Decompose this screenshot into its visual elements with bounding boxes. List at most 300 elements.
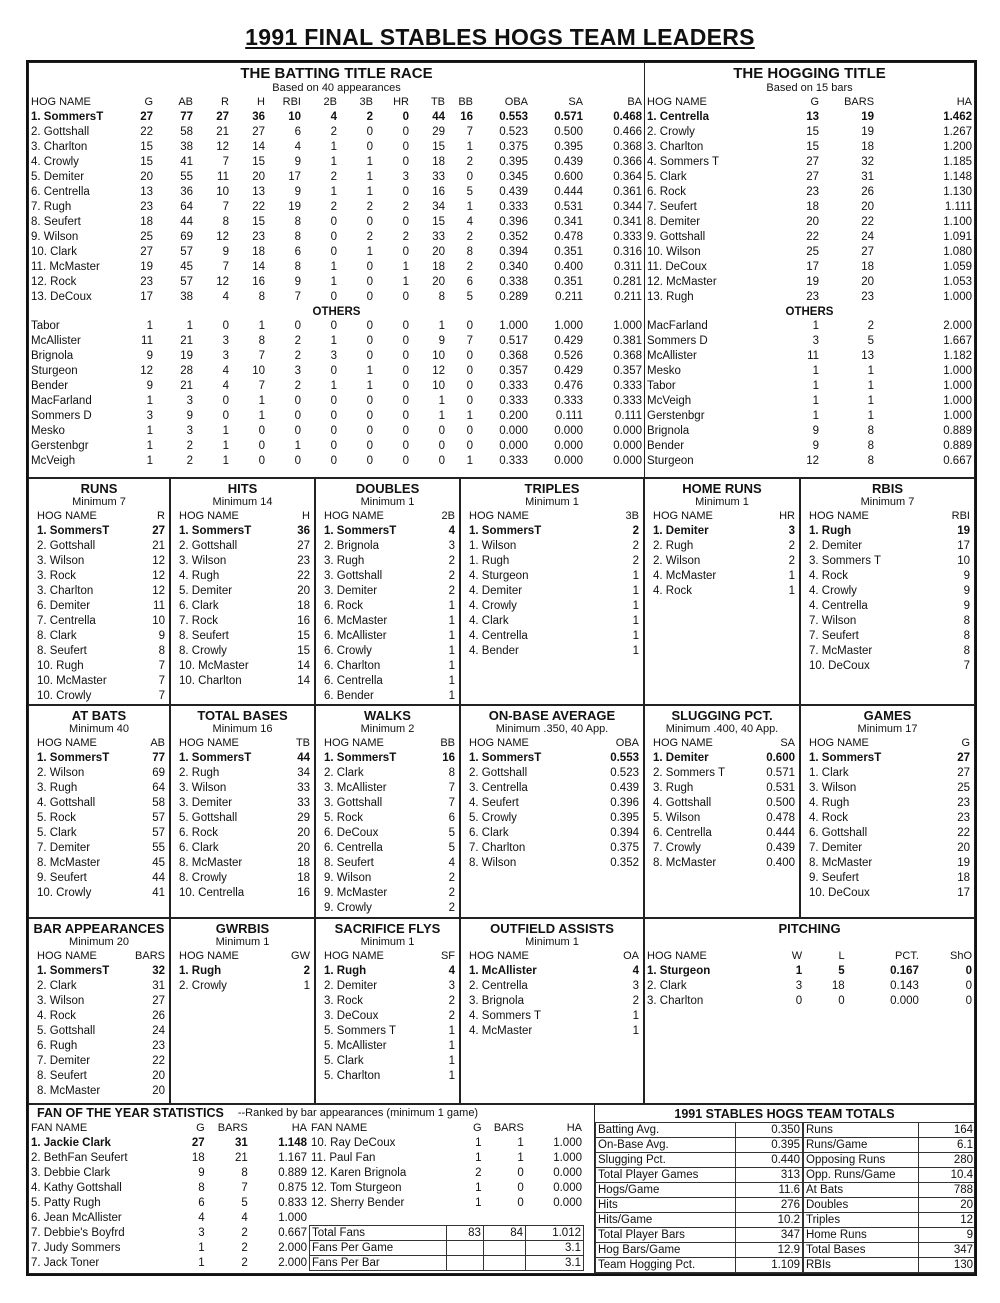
value-cell: 0.000	[553, 1197, 582, 1209]
value-cell: 2	[448, 555, 455, 567]
table-row	[467, 524, 641, 539]
table-row	[29, 424, 644, 439]
value-cell: 5	[448, 842, 455, 854]
name-cell: Home Runs	[804, 1228, 919, 1243]
leader-title: TRIPLES	[524, 481, 580, 496]
name-cell: Doubles	[804, 1198, 919, 1213]
table-row	[322, 994, 457, 1009]
name-cell: 1. Rugh	[469, 555, 510, 567]
value-cell: 32	[861, 156, 875, 168]
table-row	[35, 964, 167, 979]
value-cell: 2	[330, 171, 337, 183]
value-cell: 1	[146, 455, 153, 467]
value-cell: 23	[140, 201, 153, 213]
value-cell: 21	[216, 126, 229, 138]
value-cell: 22	[861, 216, 875, 228]
value-cell: 1	[448, 1070, 455, 1082]
value-cell: 69	[152, 767, 165, 779]
name-cell: 2. Clark	[324, 767, 364, 779]
value-cell: 14	[252, 141, 265, 153]
fan-totals	[309, 1225, 584, 1271]
value-cell: 1	[466, 201, 473, 213]
table-row	[804, 1258, 976, 1273]
value-cell: 2	[867, 320, 875, 332]
value-cell: 1	[258, 410, 265, 422]
name-cell: Total Player Games	[596, 1168, 736, 1183]
value-cell: 77	[180, 111, 193, 123]
value-cell: 20	[252, 171, 265, 183]
table-row	[807, 841, 972, 856]
value-cell: 15	[806, 141, 820, 153]
value-cell: 0.333	[499, 201, 528, 213]
name-cell: 3. Rugh	[653, 782, 694, 794]
value-cell: 0.478	[766, 812, 795, 824]
value-cell: 1	[330, 141, 337, 153]
value-cell: 23	[252, 231, 265, 243]
name-cell: 4. Gottshall	[37, 797, 96, 809]
table-row	[29, 439, 644, 454]
value-cell: 0	[965, 995, 972, 1007]
column-header: HA	[956, 96, 972, 108]
value-cell: 0.833	[278, 1197, 307, 1209]
value-cell: 9	[294, 276, 301, 288]
value-cell: 0	[330, 320, 337, 332]
leader-minimum: Minimum 17	[857, 723, 918, 735]
value-cell: 1	[366, 156, 373, 168]
leader-table	[322, 736, 457, 916]
value-cell: 2	[294, 350, 301, 362]
value-cell: 0.395	[736, 1138, 803, 1153]
value-cell: 13	[806, 111, 820, 123]
name-cell: 6. Rock	[324, 600, 363, 612]
leader-table	[467, 949, 641, 1039]
name-cell: 10. Charlton	[179, 675, 242, 687]
column-header: HOG NAME	[653, 737, 713, 749]
table-row	[645, 185, 974, 200]
table-row	[29, 125, 644, 140]
value-cell: 4	[448, 525, 455, 537]
table-row	[322, 689, 457, 704]
value-cell: 0.364	[613, 171, 642, 183]
name-cell: 2. Sommers T	[653, 767, 725, 779]
value-cell: 1	[198, 1257, 205, 1269]
leader-title: HOME RUNS	[682, 481, 762, 496]
value-cell: 10	[957, 555, 970, 567]
name-cell: 11. McMaster	[31, 261, 100, 273]
name-cell: 10. DeCoux	[809, 660, 870, 672]
table-row	[645, 290, 974, 305]
header-row	[651, 509, 797, 524]
value-cell: 0.396	[610, 797, 639, 809]
value-cell: 26	[152, 1010, 165, 1022]
hogging-table	[645, 95, 974, 305]
value-cell: 0	[402, 216, 409, 228]
value-cell: 34	[432, 201, 445, 213]
table-row	[645, 334, 974, 349]
value-cell: 1	[222, 440, 229, 452]
value-cell: 0	[330, 216, 337, 228]
column-header: H	[302, 510, 310, 522]
value-cell: 0	[258, 440, 265, 452]
value-cell: 15	[432, 141, 445, 153]
table-row	[29, 1256, 309, 1271]
table-row	[35, 979, 167, 994]
value-cell: 13	[252, 186, 265, 198]
value-cell: 22	[806, 231, 820, 243]
value-cell: 1	[330, 156, 337, 168]
table-row	[29, 1196, 309, 1211]
value-cell: 2	[632, 995, 639, 1007]
table-row	[177, 871, 312, 886]
value-cell: 9	[294, 156, 301, 168]
value-cell: 16	[432, 186, 445, 198]
value-cell: 0	[366, 276, 373, 288]
header-row	[807, 736, 972, 751]
value-cell: 0	[402, 126, 409, 138]
table-row	[467, 826, 641, 841]
name-cell: 9. Seufert	[37, 872, 87, 884]
value-cell: 0.468	[613, 111, 642, 123]
table-row	[645, 319, 974, 334]
value-cell: 27	[861, 246, 875, 258]
value-cell: 8	[867, 440, 875, 452]
table-row	[309, 1136, 584, 1151]
value-cell: 20	[297, 842, 310, 854]
value-cell: 1	[303, 980, 310, 992]
value-cell: 0	[438, 425, 445, 437]
value-cell: 0	[466, 171, 473, 183]
value-cell: 1	[146, 425, 153, 437]
fan-subtitle: --Ranked by bar appearances (minimum 1 game)	[237, 1107, 479, 1119]
value-cell: 1	[632, 1025, 639, 1037]
table-row	[645, 409, 974, 424]
name-cell: 4. Rock	[809, 570, 848, 582]
value-cell: 0	[466, 425, 473, 437]
name-cell: 1. McAllister	[469, 965, 537, 977]
value-cell: 0.281	[613, 276, 642, 288]
name-cell: McVeigh	[31, 455, 76, 467]
value-cell: 0	[517, 1182, 524, 1194]
name-cell: 5. Clark	[324, 1055, 364, 1067]
value-cell: 1.059	[943, 261, 972, 273]
value-cell: 15	[252, 156, 265, 168]
value-cell: 3	[788, 525, 795, 537]
table-row	[29, 1181, 309, 1196]
value-cell: 0.395	[610, 812, 639, 824]
name-cell: 5. Sommers T	[324, 1025, 396, 1037]
table-row	[35, 569, 167, 584]
name-cell: 10. Crowly	[37, 887, 92, 899]
value-cell: 0	[466, 320, 473, 332]
value-cell: 347	[919, 1243, 976, 1258]
value-cell: 3	[222, 350, 229, 362]
leader-table	[467, 736, 641, 871]
value-cell: 0	[366, 425, 373, 437]
leader-title: DOUBLES	[355, 481, 420, 496]
value-cell: 1	[146, 320, 153, 332]
value-cell: 2	[186, 440, 193, 452]
table-row	[35, 841, 167, 856]
value-cell: 9	[198, 1167, 205, 1179]
value-cell: 1.267	[943, 126, 972, 138]
value-cell: 0	[402, 320, 409, 332]
table-row	[467, 841, 641, 856]
name-cell: 4. Sommers T	[469, 1010, 541, 1022]
value-cell: 0.500	[554, 126, 583, 138]
header-row	[322, 509, 457, 524]
name-cell: 2. Crowly	[179, 980, 227, 992]
name-cell: 9. Wilson	[324, 872, 372, 884]
name-cell: 2. Centrella	[469, 980, 528, 992]
value-cell: 0	[330, 395, 337, 407]
value-cell: 7	[241, 1182, 248, 1194]
value-cell: 8	[258, 291, 265, 303]
table-row	[807, 871, 972, 886]
value-cell: 16	[460, 111, 473, 123]
name-cell: 8. McMaster	[809, 857, 873, 869]
name-cell: 2. Crowly	[647, 126, 695, 138]
value-cell: 1	[475, 1152, 482, 1164]
value-cell: 0.381	[613, 335, 642, 347]
value-cell: 1	[466, 141, 473, 153]
table-row	[645, 155, 974, 170]
table-row	[322, 979, 457, 994]
leader-minimum: Minimum 20	[69, 936, 129, 948]
name-cell: 6. McMaster	[324, 615, 388, 627]
header-row	[467, 949, 641, 964]
table-row	[467, 629, 641, 644]
value-cell: 15	[297, 645, 310, 657]
name-cell: At Bats	[804, 1183, 919, 1198]
value-cell: 18	[297, 872, 310, 884]
value-cell: 1	[366, 246, 373, 258]
value-cell: 12	[806, 455, 820, 467]
table-row	[651, 796, 797, 811]
value-cell: 18	[297, 857, 310, 869]
value-cell: 0	[330, 440, 337, 452]
table-row	[807, 554, 972, 569]
name-cell: 7. Charlton	[469, 842, 526, 854]
value-cell: 1	[795, 965, 803, 977]
value-cell: 0.429	[554, 365, 583, 377]
table-row	[29, 200, 644, 215]
header-row	[177, 949, 312, 964]
name-cell: 3. DeCoux	[324, 1010, 379, 1022]
value-cell: 3	[448, 540, 455, 552]
name-cell: Sommers D	[31, 410, 92, 422]
name-cell: 1. Rugh	[179, 965, 222, 977]
value-cell: 18	[831, 980, 845, 992]
value-cell: 1	[632, 570, 639, 582]
table-row	[322, 766, 457, 781]
value-cell: 0.889	[943, 425, 972, 437]
table-row	[804, 1168, 976, 1183]
value-cell: 2	[241, 1257, 248, 1269]
value-cell: 1	[788, 585, 795, 597]
value-cell: 8	[963, 630, 970, 642]
value-cell: 2	[448, 902, 455, 914]
leader-table	[35, 949, 167, 1099]
value-cell: 1	[448, 630, 455, 642]
value-cell: 0.395	[499, 156, 528, 168]
value-cell: 1	[632, 1010, 639, 1022]
value-cell: 2	[632, 540, 639, 552]
value-cell: 1	[517, 1137, 524, 1149]
value-cell: 0.316	[613, 246, 642, 258]
table-row	[177, 826, 312, 841]
table-row	[29, 1241, 309, 1256]
table-row	[29, 394, 644, 409]
value-cell: 0	[965, 965, 972, 977]
value-cell: 9	[146, 350, 153, 362]
value-cell: 0.357	[499, 365, 528, 377]
value-cell: 2	[366, 111, 373, 123]
table-row	[322, 751, 457, 766]
table-row	[177, 524, 312, 539]
value-cell: 1.000	[943, 395, 972, 407]
table-row	[177, 569, 312, 584]
value-cell: 2.000	[278, 1257, 307, 1269]
leader-minimum: Minimum 1	[360, 496, 415, 508]
name-cell: 4. Centrella	[809, 600, 868, 612]
value-cell: 22	[252, 201, 265, 213]
value-cell: 7	[222, 156, 229, 168]
value-cell: 27	[957, 752, 970, 764]
value-cell: 25	[140, 231, 153, 243]
value-cell: 0.444	[554, 186, 583, 198]
table-row	[29, 454, 644, 469]
table-row	[804, 1153, 976, 1168]
value-cell: 0.289	[499, 291, 528, 303]
value-cell: 2	[448, 570, 455, 582]
header-row	[467, 736, 641, 751]
column-header: HOG NAME	[324, 737, 384, 749]
name-cell: 8. McMaster	[179, 857, 243, 869]
column-header: G	[961, 737, 970, 749]
name-cell: 12. Sherry Bender	[311, 1197, 405, 1209]
leader-title: ON-BASE AVERAGE	[488, 708, 616, 723]
table-row	[177, 841, 312, 856]
value-cell: 83	[447, 1226, 484, 1241]
name-cell: 8. Clark	[37, 630, 77, 642]
value-cell: 27	[216, 111, 229, 123]
name-cell: 7. Jack Toner	[31, 1257, 100, 1269]
table-row	[807, 751, 972, 766]
leader-minimum: Minimum 1	[215, 936, 270, 948]
table-row	[807, 524, 972, 539]
name-cell: 3. Charlton	[37, 585, 94, 597]
value-cell: 2	[632, 555, 639, 567]
value-cell: 11	[153, 600, 165, 612]
value-cell: 10	[288, 111, 301, 123]
name-cell: 6. Rock	[647, 186, 686, 198]
value-cell: 16	[252, 276, 265, 288]
value-cell: 20	[297, 827, 310, 839]
table-row	[35, 599, 167, 614]
value-cell: 33	[432, 171, 445, 183]
name-cell: Bender	[31, 380, 69, 392]
name-cell: Fans Per Bar	[310, 1256, 447, 1271]
name-cell: 10. McMaster	[37, 675, 107, 687]
name-cell: 10. Wilson	[647, 246, 701, 258]
value-cell: 8	[258, 335, 265, 347]
value-cell: 0	[366, 216, 373, 228]
name-cell: MacFarland	[647, 320, 708, 332]
table-row	[177, 614, 312, 629]
fan-table-right	[309, 1121, 584, 1211]
name-cell: 11. DeCoux	[647, 261, 707, 273]
column-header: SF	[440, 950, 455, 962]
name-cell: 6. Jean McAllister	[31, 1212, 122, 1224]
table-row	[29, 290, 644, 305]
table-row	[177, 674, 312, 689]
name-cell: 2. Clark	[647, 980, 687, 992]
header-row	[807, 509, 972, 524]
value-cell: 0	[402, 186, 409, 198]
value-cell: 17	[288, 171, 301, 183]
value-cell: 0.571	[554, 111, 583, 123]
pitching-title: PITCHING	[778, 921, 841, 936]
value-cell: 0.394	[499, 246, 528, 258]
name-cell: 9. Seufert	[809, 872, 859, 884]
value-cell: 19	[180, 350, 193, 362]
table-row	[177, 554, 312, 569]
name-cell: Opposing Runs	[804, 1153, 919, 1168]
name-cell: 4. Rock	[809, 812, 848, 824]
value-cell: 0	[294, 425, 301, 437]
value-cell: 12	[152, 570, 165, 582]
table-row	[29, 349, 644, 364]
name-cell: 5. Rock	[324, 812, 363, 824]
table-row	[29, 319, 644, 334]
leader-minimum: Minimum 40	[69, 723, 129, 735]
value-cell: 1.462	[943, 111, 972, 123]
value-cell: 7	[222, 261, 229, 273]
value-cell: 0.531	[554, 201, 583, 213]
name-cell: 9. McMaster	[324, 887, 388, 899]
table-row	[29, 140, 644, 155]
leader-table	[177, 509, 312, 689]
leader-title: GWRBIS	[215, 921, 270, 936]
value-cell: 14	[297, 660, 310, 672]
value-cell: 0	[258, 455, 265, 467]
table-row	[645, 200, 974, 215]
value-cell: 17	[957, 887, 970, 899]
leader-section	[170, 705, 315, 918]
name-cell: 4. Clark	[469, 615, 509, 627]
value-cell: 27	[806, 171, 820, 183]
value-cell: 280	[919, 1153, 976, 1168]
value-cell: 0	[330, 410, 337, 422]
value-cell: 20	[806, 216, 820, 228]
value-cell: 23	[957, 812, 970, 824]
value-cell: 3	[198, 1227, 205, 1239]
value-cell: 64	[180, 201, 193, 213]
value-cell: 8	[294, 261, 301, 273]
value-cell: 0	[330, 425, 337, 437]
leader-minimum: Minimum 1	[525, 496, 579, 508]
value-cell: 0.211	[555, 291, 583, 303]
column-header: BARS	[135, 950, 165, 962]
value-cell: 1	[186, 320, 193, 332]
name-cell: Mesko	[31, 425, 65, 437]
value-cell: 27	[252, 126, 265, 138]
value-cell: 0	[330, 246, 337, 258]
name-cell: 5. Wilson	[653, 812, 701, 824]
value-cell: 3.1	[526, 1256, 584, 1271]
value-cell: 1.000	[943, 410, 972, 422]
value-cell: 4	[222, 291, 229, 303]
